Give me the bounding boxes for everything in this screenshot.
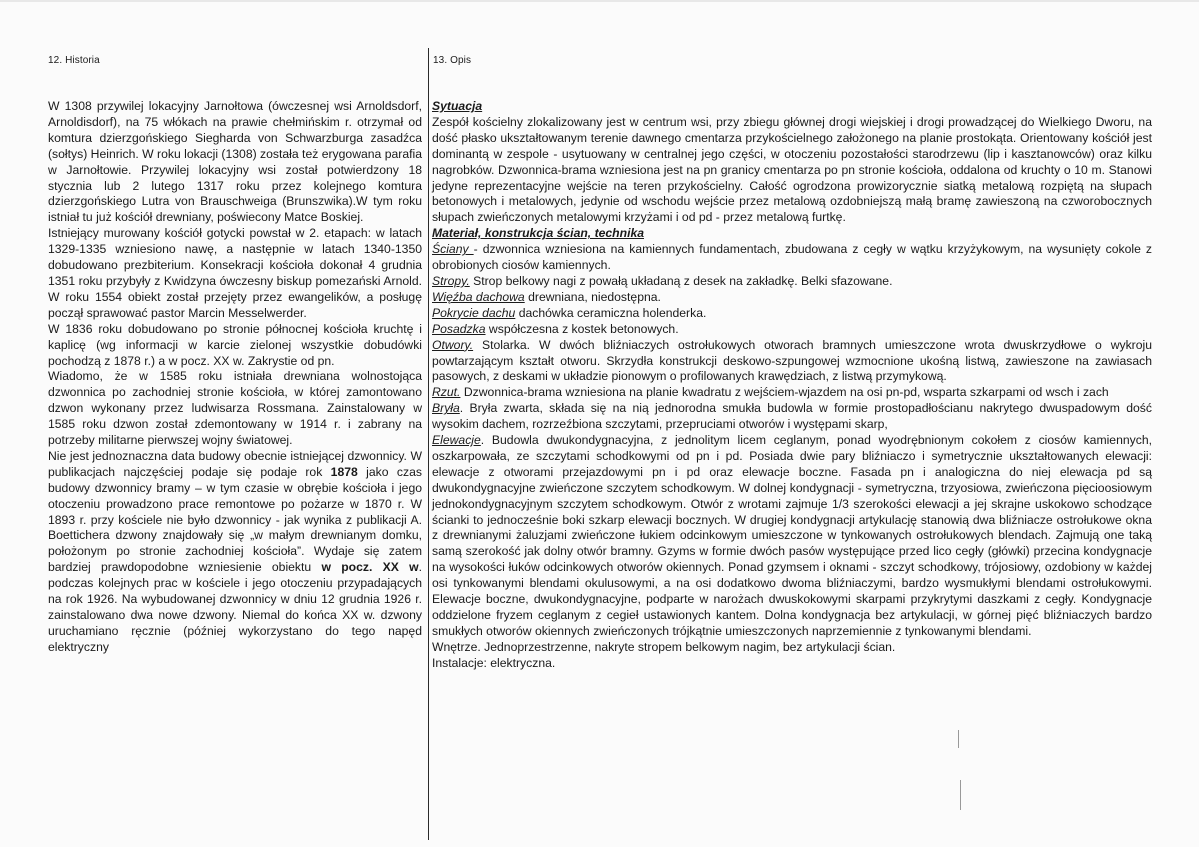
item-bryla: Bryła. Bryła zwarta, składa się na nią jednorodna smukła budowla w formie prostopadłościanu nakrytego dwuspadowym dość wysokim dachem, rozrzeźbiona szczytami, przepruciami otworów i występami skarp, bbox=[432, 401, 1152, 432]
history-paragraph: Istniejący murowany kościół gotycki powstał w 2. etapach: w latach 1329-1335 wzniesiono nawę, a następnie w latach 1340-1350 dobudowano prezbiterium. Konsekracji kościoła dokonał 4 grudnia 1351 roku przybyły z Kwidzyna ówczesny biskup pomezański Arnold. W roku 1554 obiekt został przejęty przez ewangelików, a posługę począł sprawować pastor Marcin Messelwerder. bbox=[48, 226, 422, 320]
item-wiezba: Więźba dachowa drewniana, niedostępna. bbox=[432, 289, 661, 304]
item-otwory: Otwory. Stolarka. W dwóch bliźniaczych ostrołukowych otworach bramnych umieszczone wrota dwuskrzydłowe o wykroju powtarzającym kształt otworu. Skrzydła konstrukcji deskowo-szpungowej wzmocnione ukośną listwą, zawieszone na zawiasach pasowych, z deskami w układzie pionowym o profilowanych krawędziach, z listwą przymykową. bbox=[432, 337, 1152, 384]
history-paragraph: W 1308 przywilej lokacyjny Jarnołtowa (ówczesnej wsi Arnoldsdorf, Arnoldisdorf), na 75 włókach na prawie chełmińskim r. otrzymał od komtura dzierzgońskiego Siegharda von Schwarzburga zasadźca (sołtys) Heinrich. W roku lokacji (1308) została też erygowana parafia w Jarnołtowie. Przywilej lokacyjny wsi został potwierdzony 18 stycznia lub 2 lutego 1317 roku przez kolejnego komtura dzierzgońskiego Lutra von Brauschweiga (Brunszwika).W tym roku istniał tu już kościół drewniany, poświecony Matce Boskiej. bbox=[48, 99, 422, 225]
scan-mark bbox=[960, 780, 961, 810]
item-posadzka: Posadzka współczesna z kostek betonowych. bbox=[432, 321, 679, 336]
item-pokrycie: Pokrycie dachu dachówka ceramiczna holenderka. bbox=[432, 305, 707, 320]
sytuacja-heading: Sytuacja bbox=[432, 99, 483, 113]
item-stropy: Stropy. Strop belkowy nagi z powałą układaną z desek na zakładkę. Belki sfazowane. bbox=[432, 273, 893, 288]
item-rzut: Rzut. Dzwonnica-brama wzniesiona na planie kwadratu z wejściem-wjazdem na osi pn-pd, wsparta szkarpami od wsch i zach bbox=[432, 385, 1109, 400]
scan-mark bbox=[958, 730, 959, 748]
page-edge bbox=[0, 0, 1199, 2]
history-column bbox=[48, 99, 422, 656]
history-paragraph: Nie jest jednoznaczna data budowy obecnie istniejącej dzwonnicy. W publikacjach najczęściej podaje się podaje rok 1878 jako czas budowy dzwonnicy bramy – w tym czasie w obrębie kościoła i jego otoczeniu prowadzono prace remontowe po pożarze w 1870 r. W 1893 r. przy kościele nie było dzwonnicy - jak wynika z publikacji A. Boettichera dzwony znajdowały się „w małym drewnianym domku, położonym po stronie zachodniej kościoła”. Wydaje się zatem bardziej prawdopodobne wzniesienie obiektu w pocz. XX w. podczas kolejnych prac w kościele i jego otoczeniu przypadających na rok 1926. Na wybudowanej dzwonnicy w dniu 12 grudnia 1926 r. zainstalowano dwa nowe dzwony. Niemal do końca XX w. dzwony uruchamiano ręcznie (później wykorzystano do tego napęd elektryczny bbox=[48, 448, 422, 654]
sytuacja-text: Zespół kościelny zlokalizowany jest w centrum wsi, przy zbiegu głównej drogi wiejskiej i drogi prowadzącej do Wielkiego Dworu, na dość płasko ukształtowanym terenie dawnego cmentarza przykościelnego założonego na planie prostokąta. Orientowany kościół jest dominantą w zespole - usytuowany w centralnej jego części, w otoczeniu pozostałości starodrzewu (lip i kasztanowców) oraz kilku nagrobków. Dzwonnica-brama wzniesiona jest na pn granicy cmentarza po pn stronie kościoła, oddalona od kruchty o 10 m. Stanowi jedyne reprezentacyjne wejście na teren przykościelny. Całość ogrodzona prowizorycznie siatką metalową rozpiętą na słupach betonowych i metalowych, jedynie od wschodu wejście przez metalową ozdobniejszą małą bramę zawieszoną na czworobocznych słupach zwieńczonych metalowymi krzyżami i od pd - przez metalową furtkę. bbox=[432, 114, 1152, 225]
wnetrze-text: Wnętrze. Jednoprzestrzenne, nakryte stropem belkowym nagim, bez artykulacji ścian. bbox=[432, 639, 896, 654]
history-paragraph: W 1836 roku dobudowano po stronie północnej kościoła kruchtę i kaplicę (wg informacji w karcie zielonej wszystkie dobudówki pochodzą z 1878 r.) a w pocz. XX w. Zakrystie od pn. bbox=[48, 321, 422, 368]
material-heading: Materiał, konstrukcja ścian, technika bbox=[432, 226, 645, 241]
item-elewacje: Elewacje. Budowla dwukondygnacyjna, z jednolitym licem ceglanym, ponad wyodrębnionym cokołem z ciosów kamiennych, oszkarpowała, ze szczytami schodkowymi od pn i pd. Posiada dwie pary bliźniaczo i symetrycznie ukształtowanych elewacji: elewacje z otworami przejazdowymi pn i pd oraz elewacje boczne. Fasada pn i analogiczna do niej elewacja pd są dwukondygnacyjne zwieńczone szczytem schodkowym. W dolnej kondygnacji - symetryczna, trzyosiowa, zwieńczona pięcioosiowym jednokondygnacyjnym szczytem schodkowym. Otwór z wrotami zajmuje 1/3 szerokości elewacji a jej skrajne uskokowo schodzące ścianki to jednocześnie boki szkarp elewacji bocznych. W drugiej kondygnacji artykulację stanowią dwa bliźniacze ostrołukowe okna z drewnianymi żaluzjami zwieńczone łukiem odcinkowym umieszczone w tynkowanych ostrołukowych blendach. Zajmują one taką samą szerokość jak dolny otwór bramny. Gzyms w formie dwóch pasów występujące przed lico cegły (główki) przecina kondygnacje na wysokości łuków odcinkowych otworów okiennych. Ponad gzymsem i oknami - szczyt schodkowy, trójosiowy, ozdobiony w każdej osi tynkowanymi blendami okulusowymi, a na osi dodatkowo dwoma bliźniaczymi, bardzo wysmukłymi blendami ostrołukowymi. Elewacje boczne, dwukondygnacyjne, podparte w narożach dwuskokowymi skarpami przykrytymi daszkami z cegły. Kondygnacje oddzielone fryzem ceglanym z cegieł ustawionych kantem. Dolna kondygnacja bez artykulacji, w górnej pięć bliźniaczych bardzo smukłych otworów okiennych zwieńczonych trójkątnie umieszczonych naprzemiennie z tynkowanymi blendami. bbox=[432, 433, 1152, 638]
item-sciany: Ściany - dzwonnica wzniesiona na kamiennych fundamentach, zbudowana z cegły w wątku krzyżykowym, na wysunięty cokole z obrobionych ciosów kamiennych. bbox=[432, 242, 1153, 273]
instalacje-text: Instalacje: elektryczna. bbox=[432, 655, 556, 670]
history-header: 12. Historia bbox=[48, 55, 100, 66]
description-column bbox=[432, 99, 1152, 672]
description-header: 13. Opis bbox=[433, 55, 472, 66]
column-divider bbox=[428, 48, 429, 840]
history-paragraph: Wiadomo, że w 1585 roku istniała drewniana wolnostojąca dzwonnica po zachodniej stronie kościoła, w której zamontowano dzwon wykonany przez ludwisarza Rossmana. Zainstalowany w 1585 roku dzwon został zdemontowany w 1914 r. i zabrany na potrzeby militarne pierwszej wojny światowej. bbox=[48, 369, 422, 448]
